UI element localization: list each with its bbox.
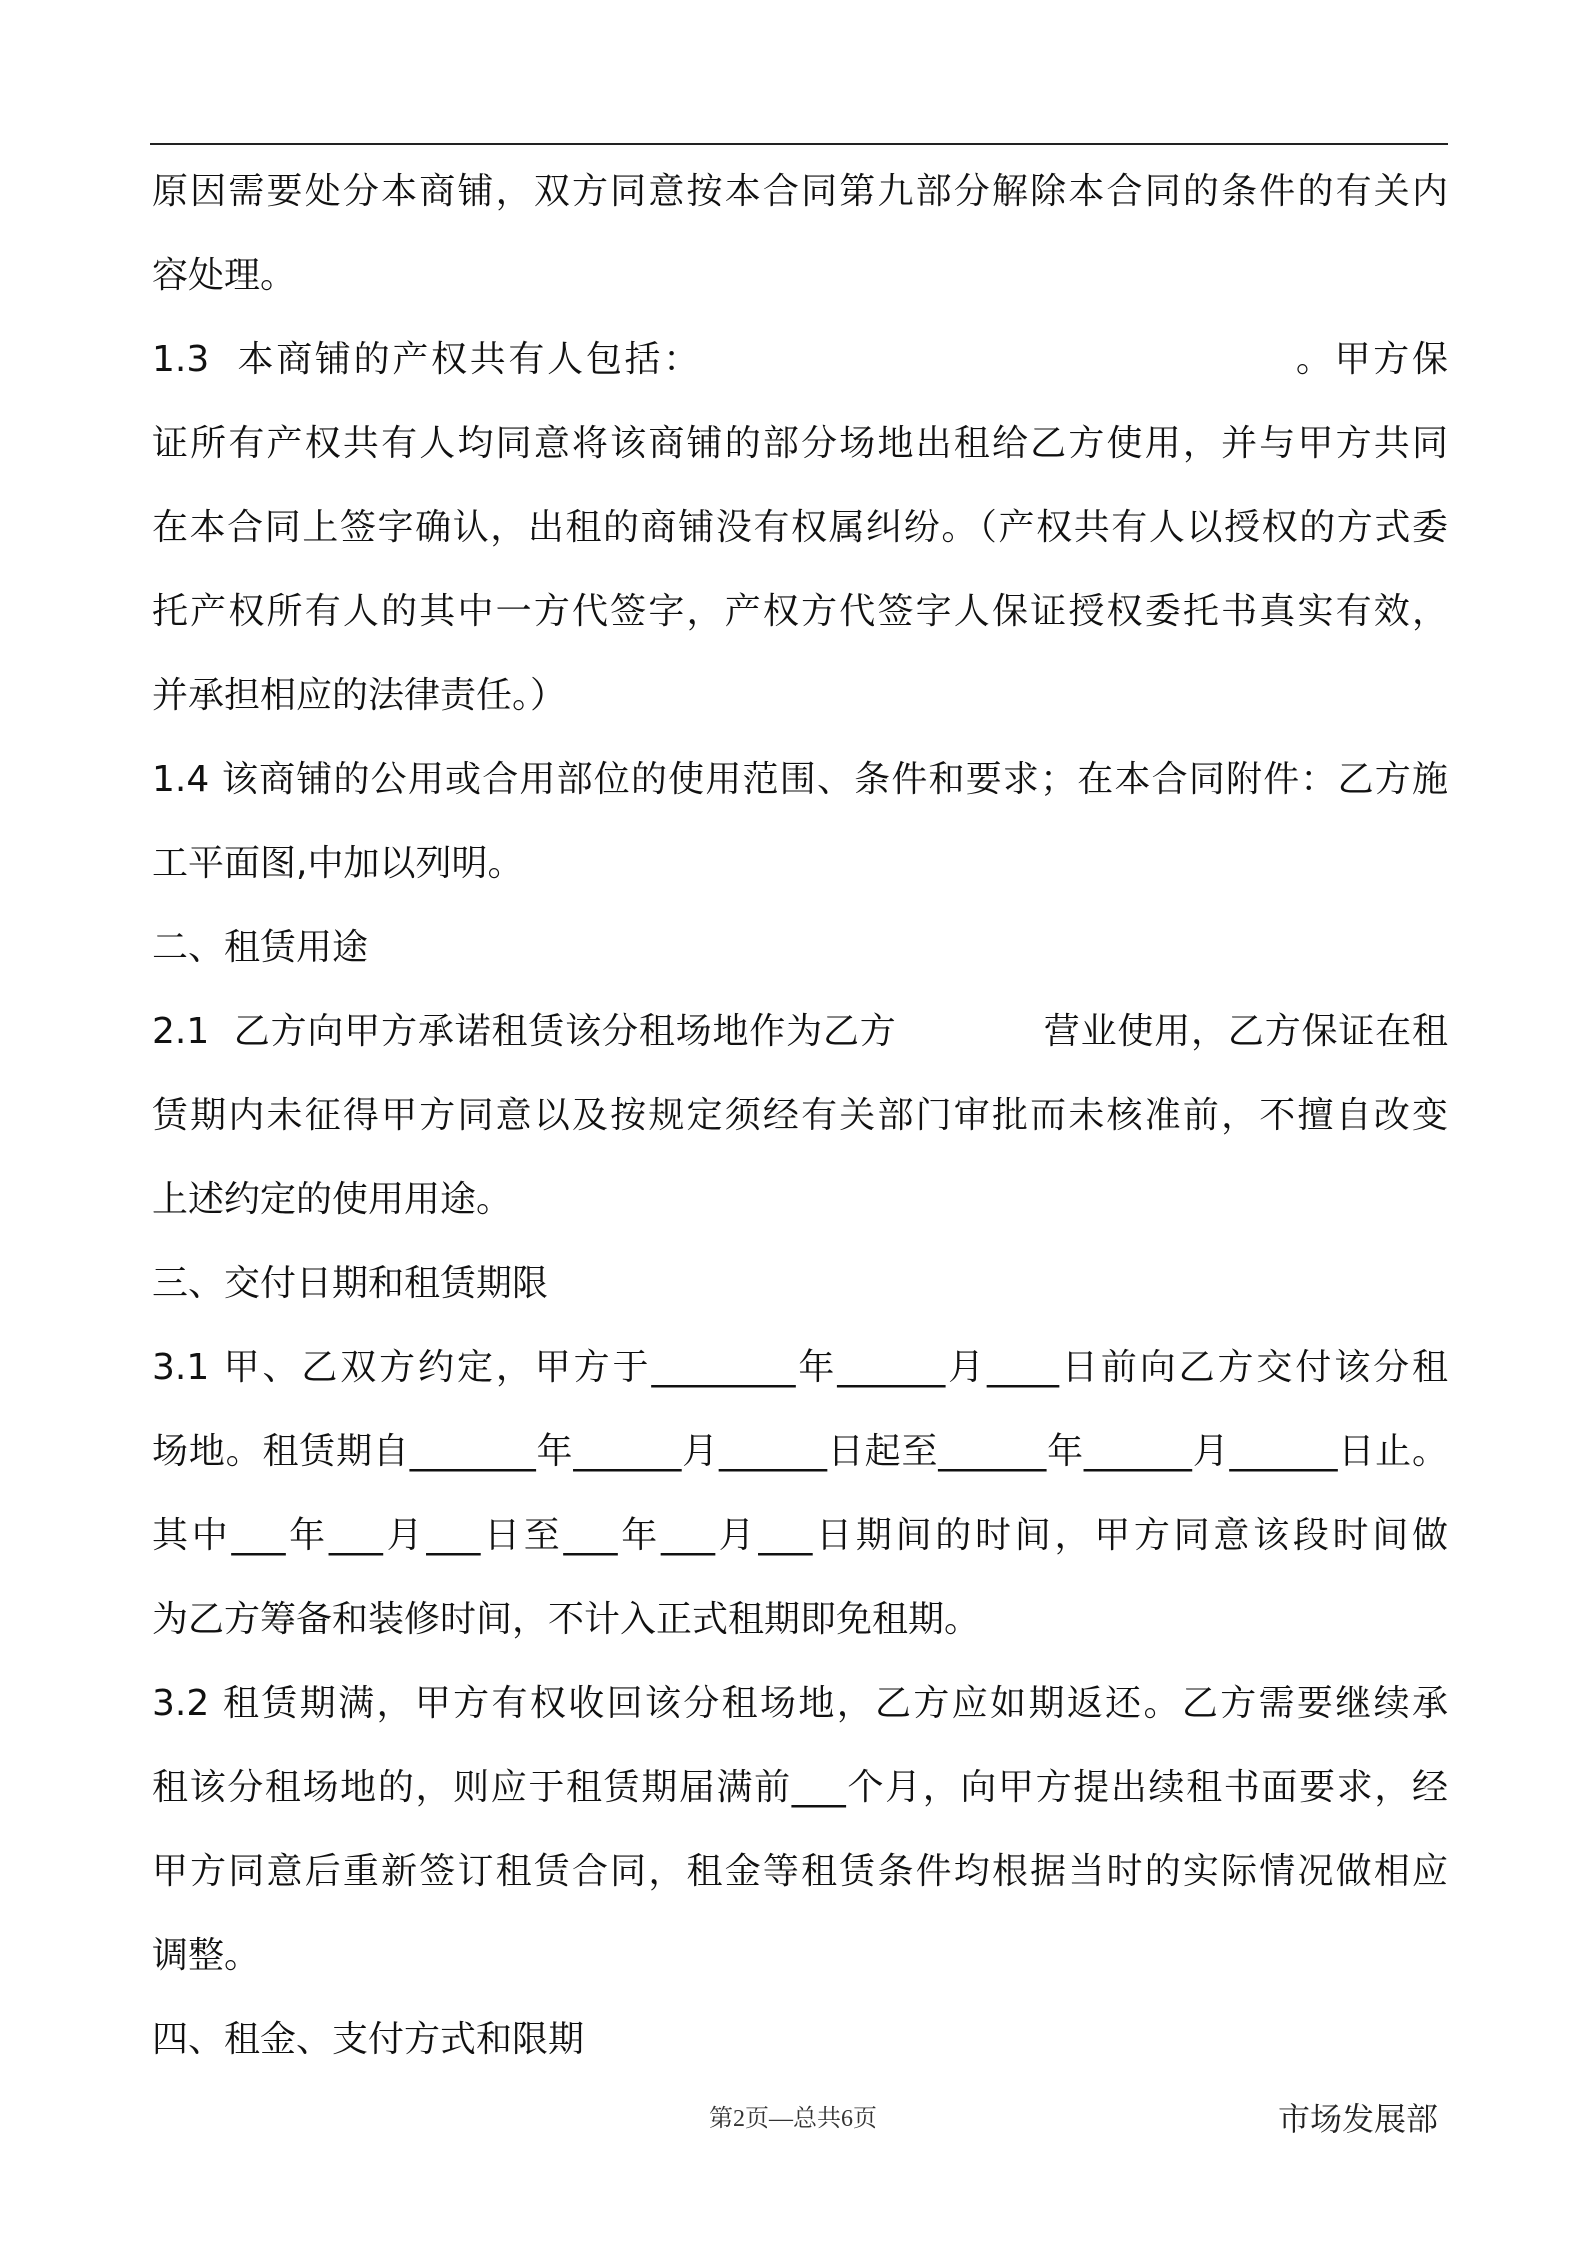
header-rule [150, 143, 1448, 145]
text-line: 在本合同上签字确认，出租的商铺没有权属纠纷。（产权共有人以授权的方式委 [152, 507, 1448, 548]
text-line: 租该分租场地的，则应于租赁期届满前___个月，向甲方提出续租书面要求，经 [152, 1767, 1448, 1808]
section-heading: 二、租赁用途 [152, 927, 369, 968]
text-line: 工平面图,中加以列明。 [152, 843, 524, 884]
text-line: 3.2 租赁期满，甲方有权收回该分租场地，乙方应如期返还。乙方需要继续承 [152, 1683, 1448, 1724]
document-body [152, 150, 1448, 2082]
text-line: 容处理。 [152, 255, 297, 296]
text-line: 甲方同意后重新签订租赁合同，租金等租赁条件均根据当时的实际情况做相应 [152, 1851, 1448, 1892]
text-line: 赁期内未征得甲方同意以及按规定须经有关部门审批而未核准前，不擅自改变 [152, 1095, 1448, 1136]
text-line: 证所有产权共有人均同意将该商铺的部分场地出租给乙方使用，并与甲方共同 [152, 423, 1448, 464]
text-line: 1.3 本商铺的产权共有人包括： 。甲方保 [152, 339, 1448, 380]
text-line: 上述约定的使用用途。 [152, 1179, 513, 1220]
text-line: 其中___年___月___日至___年___月___日期间的时间，甲方同意该段时间做 [152, 1515, 1448, 1556]
text-line: 原因需要处分本商铺，双方同意按本合同第九部分解除本合同的条件的有关内 [152, 171, 1448, 212]
text-line: 调整。 [152, 1935, 261, 1976]
text-line: 1.4 该商铺的公用或合用部位的使用范围、条件和要求；在本合同附件：乙方施 [152, 759, 1448, 800]
section-heading: 三、交付日期和租赁期限 [152, 1263, 549, 1304]
text-line: 为乙方筹备和装修时间，不计入正式租期即免租期。 [152, 1599, 981, 1640]
text-line: 并承担相应的法律责任。） [152, 675, 567, 716]
text-line: 2.1 乙方向甲方承诺租赁该分租场地作为乙方 营业使用，乙方保证在租 [152, 1011, 1448, 1052]
page-number: 第2页—总共6页 [709, 2106, 877, 2132]
section-heading: 四、租金、支付方式和限期 [152, 2019, 585, 2060]
text-line: 托产权所有人的其中一方代签字，产权方代签字人保证授权委托书真实有效， [152, 591, 1448, 632]
footer-department: 市场发展部 [1277, 2101, 1438, 2137]
text-line: 3.1 甲、乙双方约定，甲方于________年______月____日前向乙方交付该分租 [152, 1347, 1448, 1388]
text-line: 场地。租赁期自_______年______月______日起至______年______月______日止。 [152, 1431, 1448, 1472]
